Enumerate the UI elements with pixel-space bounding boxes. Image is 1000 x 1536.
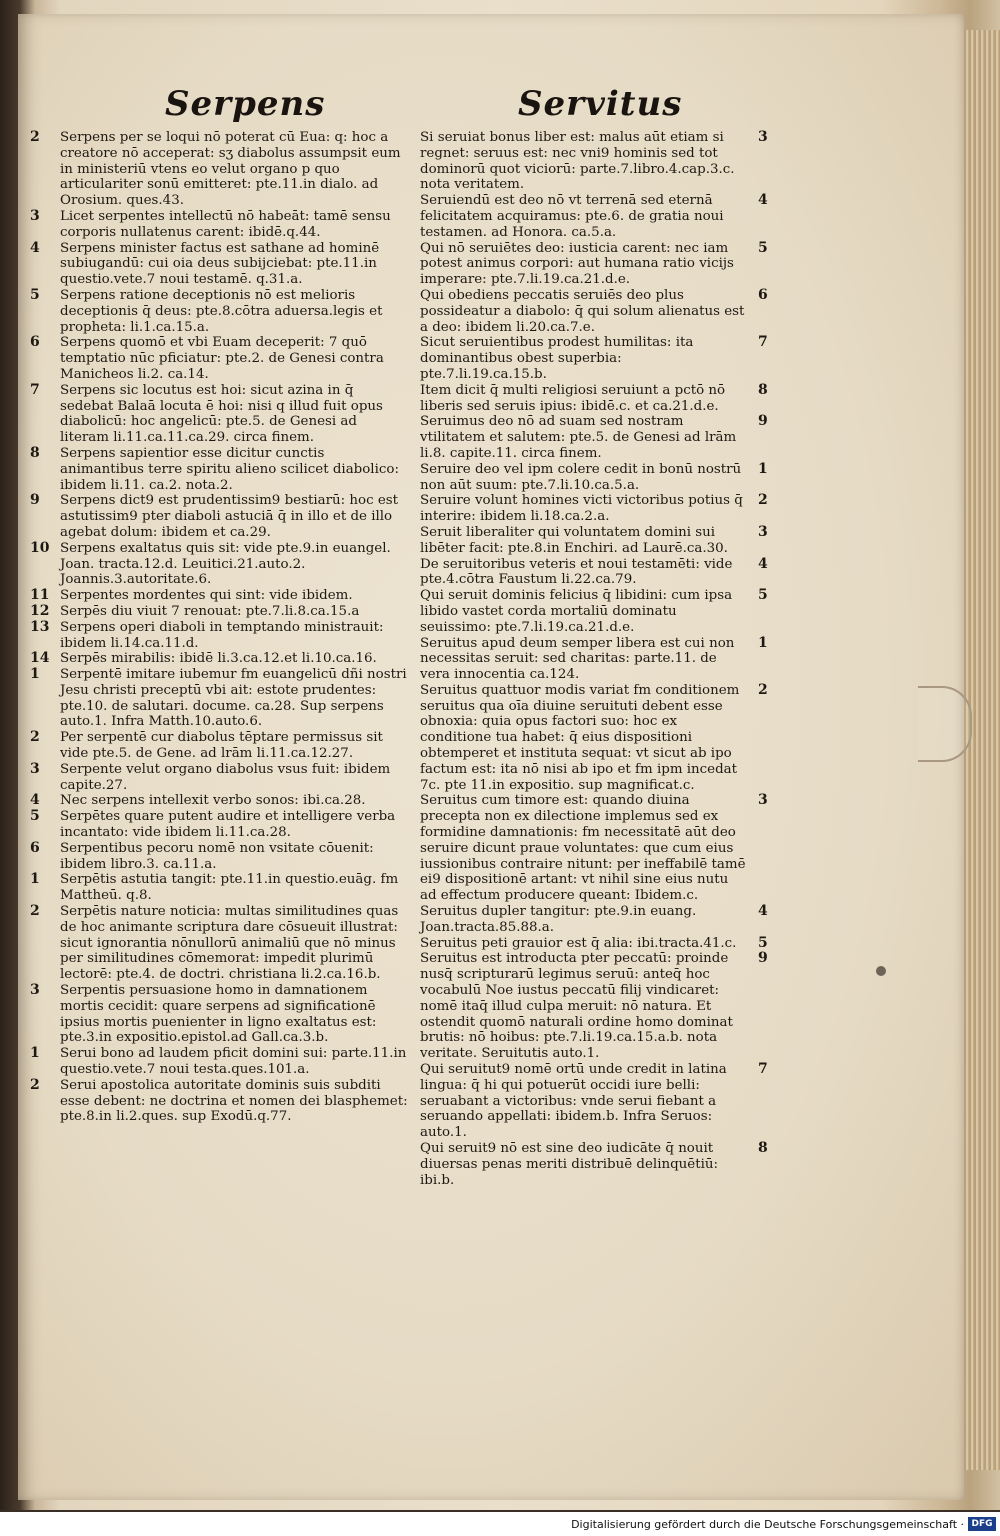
entry-number: 9 <box>758 950 768 967</box>
entry-number: 3 <box>758 523 768 540</box>
entry-number: 2 <box>30 129 40 145</box>
entry-text: Serpens dict9 est prudentissim9 bestiarū: hoc est astutissim9 pter diaboli astuciā q̄ in illo et de illo agebat dolum: ibidem et ca.29. <box>60 493 399 540</box>
entry-number: 8 <box>30 444 40 461</box>
entry-text: Seruitus peti grauior est q̄ alia: ibi.tracta.41.c. <box>420 935 737 951</box>
dfg-logo-icon: DFG <box>968 1517 996 1531</box>
entry-number: 9 <box>30 492 40 509</box>
entry-number: 5 <box>758 934 768 951</box>
entry-number: 7 <box>30 381 40 398</box>
index-entry <box>30 335 408 382</box>
entry-text: Serpens sic locutus est hoi: sicut azina in q̄ sedebat Balaā locuta ē hoi: nisi q illud fuit opus diabolicū: hoc angelicū: pte.5. de Genesi ad literam li.11.ca.11.ca.29. circa finem. <box>60 382 383 446</box>
entry-number: 4 <box>30 239 40 256</box>
entry-number: 2 <box>30 729 40 746</box>
entry-number: 1 <box>758 634 768 651</box>
entry-number: 4 <box>758 555 768 572</box>
entry-number: 1 <box>758 460 768 477</box>
index-entry <box>30 651 408 667</box>
index-entry <box>418 414 788 461</box>
index-entry <box>30 604 408 620</box>
entry-number: 3 <box>30 207 40 224</box>
entry-text: Qui seruit9 nō est sine deo iudicāte q̄ nouit diuersas penas meriti distribuē delinquētiū: ibi.b. <box>420 1141 719 1188</box>
entry-number: 5 <box>30 808 40 825</box>
page-fore-edge <box>964 30 1000 1470</box>
index-entry <box>30 620 408 652</box>
index-entry <box>418 636 788 683</box>
index-entry <box>418 383 788 415</box>
index-entry <box>30 730 408 762</box>
entry-text: Serpens operi diaboli in temptando ministrauit: ibidem li.14.ca.11.d. <box>60 619 384 651</box>
index-entry <box>30 667 408 730</box>
entry-number: 1 <box>30 871 40 888</box>
left-column-heading: Serpens <box>165 84 326 124</box>
index-entry <box>418 683 788 794</box>
entry-text: Per serpentē cur diabolus tēptare permissus sit vide pte.5. de Gene. ad lrām li.11.ca.12.27. <box>60 730 383 762</box>
index-entry <box>30 841 408 873</box>
entry-number: 1 <box>30 666 40 683</box>
entry-number: 3 <box>758 792 768 809</box>
entry-number: 4 <box>758 192 768 209</box>
entry-text: Serpētis astutia tangit: pte.11.in questio.euāg. fm Mattheū. q.8. <box>60 872 399 904</box>
entry-number: 2 <box>758 492 768 509</box>
entry-number: 2 <box>758 681 768 698</box>
left-text-column <box>30 130 408 1125</box>
entry-number: 2 <box>30 903 40 920</box>
entry-text: Serui bono ad laudem pficit domini sui: parte.11.in questio.vete.7 noui testa.ques.101.a. <box>60 1046 407 1078</box>
entry-text: Seruiendū est deo nō vt terrenā sed eternā felicitatem acquiramus: pte.6. de gratia noui testamen. ad Honora. ca.5.a. <box>420 193 724 240</box>
entry-text: Seruitus cum timore est: quando diuina precepta non ex dilectione implemus sed ex formidine damnationis: fm necessitatē aūt deo seruire dicunt praue voluntates: que cum eius iussionibus contraire nitunt: per ineffabilē tamē ei9 dispositionē artant: vt nihil sine eius nutu ad effectum producere queant: Ibidem.c. <box>420 793 746 904</box>
index-entry <box>418 462 788 494</box>
entry-text: Item dicit q̄ multi religiosi seruiunt a pctō nō liberis sed seruis ipius: ibidē.c. et ca.21.d.e. <box>420 382 726 414</box>
index-entry <box>30 241 408 288</box>
index-entry <box>30 383 408 446</box>
entry-text: Serpentibus pecoru nomē non vsitate cōuenit: ibidem libro.3. ca.11.a. <box>60 840 374 872</box>
index-entry <box>30 493 408 540</box>
entry-text: Serpens quomō et vbi Euam deceperit: 7 quō temptatio nūc pficiatur: pte.2. de Genesi contra Manicheos li.2. ca.14. <box>60 335 384 382</box>
index-entry <box>30 762 408 794</box>
index-entry <box>30 872 408 904</box>
entry-number: 6 <box>30 839 40 856</box>
entry-number: 5 <box>758 587 768 604</box>
entry-text: Qui seruit dominis felicius q̄ libidini: cum ipsa libido vastet corda mortaliū dominatu seuissimo: pte.7.li.19.ca.21.d.e. <box>420 588 733 635</box>
entry-text: Seruire volunt homines victi victoribus potius q̄ interire: ibidem li.18.ca.2.a. <box>420 493 743 525</box>
index-entry <box>418 1141 788 1188</box>
entry-text: Si seruiat bonus liber est: malus aūt etiam si regnet: seruus est: nec vni9 hominis sed tot dominorū quot viciorū: parte.7.libro.4.cap.3.c. nota veritatem. <box>420 130 735 193</box>
index-entry <box>30 793 408 809</box>
entry-number: 8 <box>758 1140 768 1156</box>
entry-text: Seruitus apud deum semper libera est cui non necessitas seruit: sed charitas: parte.11. de vera innocentia ca.124. <box>420 635 735 683</box>
entry-number: 3 <box>30 982 40 999</box>
entry-text: Serpēs mirabilis: ibidē li.3.ca.12.et li.10.ca.16. <box>60 651 377 667</box>
entry-text: Serpentis persuasione homo in damnationem mortis cecidit: quare serpens ad significationē ipsius mortis puenienter in ligno exaltatus est: pte.3.in expositio.epistol.ad Gall.ca.3.b. <box>60 983 377 1046</box>
entry-number: 14 <box>30 650 50 667</box>
index-entry <box>418 793 788 904</box>
entry-number: 4 <box>758 903 768 920</box>
index-entry <box>30 983 408 1046</box>
footer-bar <box>0 1512 1000 1536</box>
entry-number: 7 <box>758 1061 768 1078</box>
index-entry <box>418 288 788 335</box>
entry-number: 13 <box>30 618 50 635</box>
entry-number: 3 <box>30 760 40 777</box>
index-entry <box>30 130 408 209</box>
entry-number: 4 <box>30 792 40 809</box>
index-entry <box>418 904 788 936</box>
right-text-column <box>418 130 788 1188</box>
entry-number: 1 <box>30 1045 40 1062</box>
entry-text: Seruitus dupler tangitur: pte.9.in euang. Joan.tracta.85.88.a. <box>420 904 697 935</box>
entry-number: 2 <box>30 1076 40 1093</box>
entry-text: Seruire deo vel ipm colere cedit in bonū nostrū non aūt suum: pte.7.li.10.ca.5.a. <box>420 461 742 493</box>
index-entry <box>418 241 788 288</box>
entry-text: Serpentes mordentes qui sint: vide ibidem. <box>60 588 353 604</box>
index-entry <box>30 288 408 335</box>
entry-text: Seruimus deo nō ad suam sed nostram vtilitatem et salutem: pte.5. de Genesi ad lrām li.8. capite.11. circa finem. <box>420 414 737 461</box>
entry-text: Nec serpens intellexit verbo sonos: ibi.ca.28. <box>60 793 366 809</box>
index-entry <box>418 951 788 1062</box>
index-entry <box>30 209 408 241</box>
entry-text: Licet serpentes intellectū nō habeāt: tamē sensu corporis nullatenus carent: ibidē.q.44. <box>60 208 391 240</box>
entry-text: De seruitoribus veteris et noui testamēti: vide pte.4.cōtra Faustum li.22.ca.79. <box>420 556 733 588</box>
entry-text: Serpente velut organo diabolus vsus fuit: ibidem capite.27. <box>60 761 391 793</box>
entry-text: Seruitus quattuor modis variat fm conditionem seruitus qua oīa diuine seruituti debent esse obnoxia: quia opus factori suo: hoc ex conditione tua habet: q̄ eius dispositioni obtemperet et instituta sequat: vt sicut ab ipo factum est: ita nō nisi ab ipo et fm ipm incedat 7c. pte 11.in expositio. sup magnificat.c. <box>420 682 740 793</box>
right-column-heading: Servitus <box>518 84 683 124</box>
entry-text: Serpentē imitare iubemur fm euangelicū dñi nostri Jesu christi preceptū vbi ait: estote prudentes: pte.10. de salutari. docume. ca.28. Sup serpens auto.1. Infra Matth.10.auto.6. <box>60 667 407 730</box>
entry-number: 6 <box>758 286 768 303</box>
entry-text: Qui nō seruiētes deo: iusticia carent: nec iam potest animus corpori: aut humana ratio vicijs imperare: pte.7.li.19.ca.21.d.e. <box>420 240 734 288</box>
index-entry <box>418 335 788 382</box>
entry-number: 5 <box>30 286 40 303</box>
page-clip-marker <box>918 686 972 762</box>
index-entry <box>30 904 408 983</box>
index-entry <box>418 557 788 589</box>
index-entry <box>30 809 408 841</box>
entry-text: Seruit liberaliter qui voluntatem domini sui libēter facit: pte.8.in Enchiri. ad Laurē.ca.30. <box>420 524 728 556</box>
page-spot <box>876 966 886 976</box>
entry-number: 10 <box>30 539 50 556</box>
entry-number: 12 <box>30 602 50 619</box>
entry-text: Serpēs diu viuit 7 renouat: pte.7.li.8.ca.15.a <box>60 603 360 619</box>
entry-text: Qui seruitut9 nomē ortū unde credit in latina lingua: q̄ hi qui potuerūt occidi iure belli: seruabant a victoribus: vnde serui fiebant a seruando appellati: ibidem.b. Infra Seruos: auto.1. <box>420 1062 727 1141</box>
entry-number: 8 <box>758 381 768 398</box>
entry-text: Serui apostolica autoritate dominis suis subditi esse debent: ne doctrina et nomen dei blasphemet: pte.8.in li.2.ques. sup Exodū.q.77. <box>60 1077 408 1125</box>
index-entry <box>418 130 788 193</box>
entry-number: 9 <box>758 413 768 430</box>
index-entry <box>30 588 408 604</box>
entry-text: Serpens ratione deceptionis nō est melioris deceptionis q̄ deus: pte.8.cōtra aduersa.legis et propheta: li.1.ca.15.a. <box>60 287 383 335</box>
footer-credit: Digitalisierung gefördert durch die Deutsche Forschungsgemeinschaft · <box>571 1518 964 1531</box>
entry-number: 5 <box>758 239 768 256</box>
index-entry <box>30 541 408 588</box>
index-entry <box>418 493 788 525</box>
entry-number: 11 <box>30 587 50 604</box>
entry-number: 3 <box>758 129 768 145</box>
entry-text: Serpens minister factus est sathane ad hominē subiugandū: cui oia deus subijciebat: pte.11.in questio.vete.7 noui testamē. q.31.a. <box>60 240 380 288</box>
entry-text: Serpens per se loqui nō poterat cū Eua: q: hoc a creatore nō acceperat: sʒ diabolus assumpsit eum in ministeriū vtens eo velut organo p quo articulariter sonū emitteret: pte.11.in dialo. ad Orosium. ques.43. <box>60 130 401 209</box>
entry-text: Seruitus est introducta pter peccatū: proinde nusq̄ scripturarū legimus seruū: anteq̄ hoc vocabulū Noe iustus peccatū filij vindicaret: nomē itaq̄ illud culpa meruit: nō natura. Et ostendit quomō naturali ordine homo dominat brutis: nō hoibus: pte.7.li.19.ca.15.a.b. nota veritate. Seruitutis auto.1. <box>420 951 733 1062</box>
index-entry <box>30 446 408 493</box>
index-entry <box>418 588 788 635</box>
index-entry <box>30 1046 408 1078</box>
index-entry <box>418 193 788 240</box>
index-entry <box>30 1078 408 1125</box>
entry-number: 6 <box>30 334 40 351</box>
entry-text: Serpētes quare putent audire et intelligere verba incantato: vide ibidem li.11.ca.28. <box>60 809 396 841</box>
entry-text: Sicut seruientibus prodest humilitas: ita dominantibus obest superbia: pte.7.li.19.ca.15.b. <box>420 335 694 382</box>
index-entry <box>418 1062 788 1141</box>
entry-text: Serpētis nature noticia: multas similitudines quas de hoc animante scriptura dare cōsueuit illustrat: sicut ignorantia nōnullorū animaliū que nō minus per similitudines cōmemorat: impedit plurimū lectorē: pte.4. de doctri. christiana li.2.ca.16.b. <box>60 904 399 983</box>
index-entry <box>418 936 788 952</box>
entry-text: Serpens sapientior esse dicitur cunctis animantibus terre spiritu alieno scilicet diabolico: ibidem li.11. ca.2. nota.2. <box>60 445 399 493</box>
entry-number: 7 <box>758 334 768 351</box>
index-entry <box>418 525 788 557</box>
entry-text: Serpens exaltatus quis sit: vide pte.9.in euangel. Joan. tracta.12.d. Leuitici.21.auto.2. Joannis.3.autoritate.6. <box>60 540 391 588</box>
entry-text: Qui obediens peccatis seruiēs deo plus possideatur a diabolo: q̄ qui solum alienatus est a deo: ibidem li.20.ca.7.e. <box>420 287 745 335</box>
